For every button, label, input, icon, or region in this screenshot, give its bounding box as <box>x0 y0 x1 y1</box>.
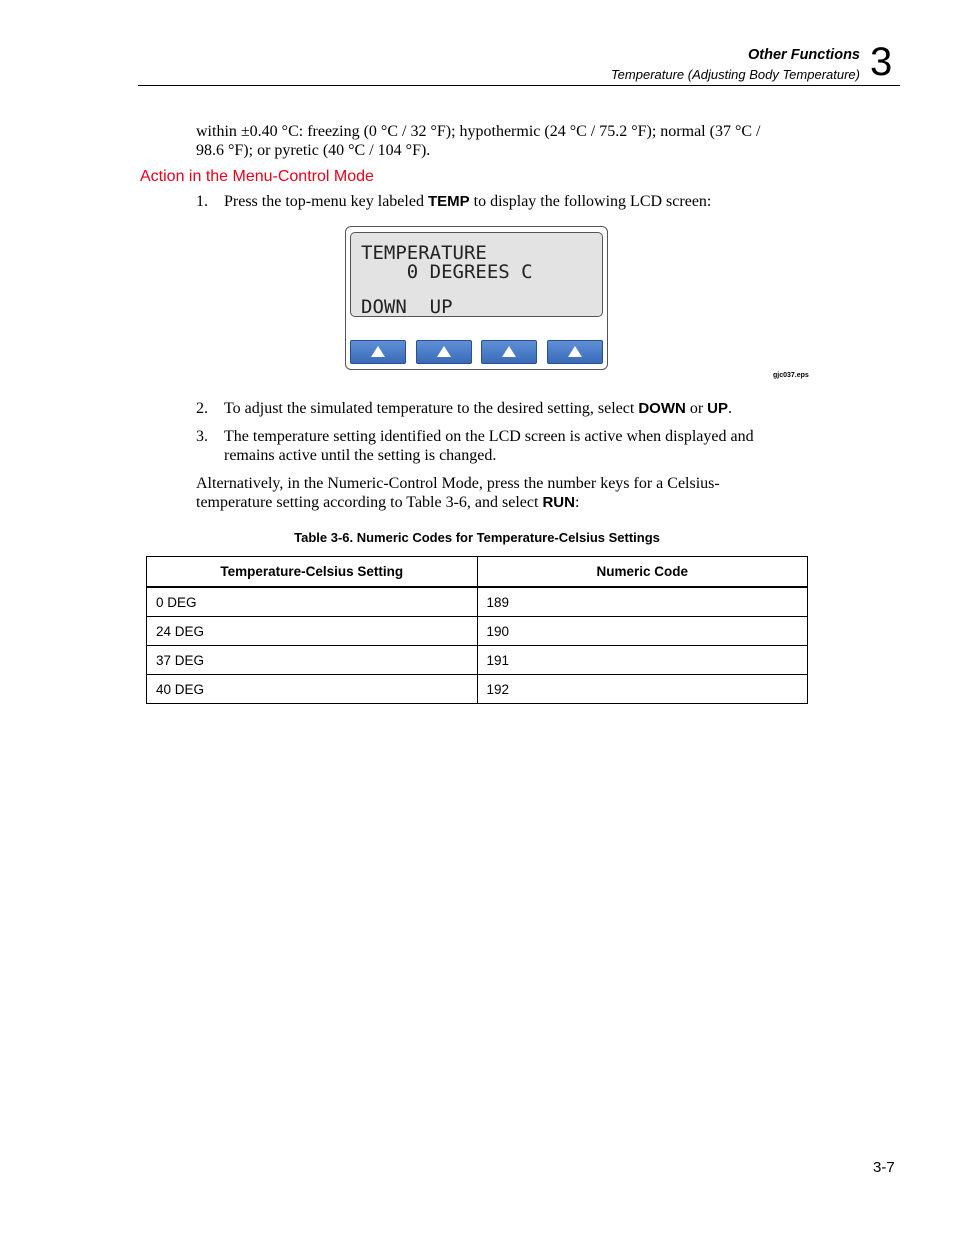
table-header-row <box>147 557 808 588</box>
intro-paragraph <box>196 122 760 160</box>
temp-key-label: TEMP <box>427 193 470 210</box>
lcd-softkey-1[interactable] <box>350 340 406 364</box>
run-key-label: RUN <box>542 494 575 511</box>
table-row <box>147 587 808 617</box>
up-triangle-icon <box>437 346 451 357</box>
section-heading: Action in the Menu-Control Mode <box>140 168 374 185</box>
code-cell: 190 <box>477 617 807 646</box>
lcd-line-1: TEMPERATURE <box>361 242 487 264</box>
lcd-softkey-4[interactable] <box>547 340 603 364</box>
table-row <box>147 675 808 704</box>
lcd-softkey-2[interactable] <box>416 340 472 364</box>
step-2-text: To adjust the simulated temperature to the desired setting, select DOWN or UP. <box>224 400 732 417</box>
code-cell: 192 <box>477 675 807 704</box>
code-cell: 191 <box>477 646 807 675</box>
chapter-number: 3 <box>870 40 893 84</box>
up-triangle-icon <box>568 346 582 357</box>
up-triangle-icon <box>502 346 516 357</box>
figure-label: gjc037.eps <box>773 372 809 379</box>
step-3-line-1: The temperature setting identified on the LCD screen is active when displayed and <box>224 428 754 445</box>
lcd-line-2: 0 DEGREES C <box>361 261 533 283</box>
step-2-number: 2. <box>196 400 208 417</box>
lcd-softkey-3[interactable] <box>481 340 537 364</box>
column-header-setting: Temperature-Celsius Setting <box>147 557 478 588</box>
up-triangle-icon <box>371 346 385 357</box>
setting-cell: 24 DEG <box>147 617 478 646</box>
table-row <box>147 646 808 675</box>
setting-cell: 40 DEG <box>147 675 478 704</box>
up-key-label: UP <box>707 400 728 417</box>
step-3-line-2: remains active until the setting is changed. <box>224 447 497 464</box>
alt-line-2: temperature setting according to Table 3-6, and select RUN: <box>196 494 580 511</box>
step-3-number: 3. <box>196 428 208 445</box>
alt-paragraph <box>196 474 720 512</box>
header-subsection-title: Temperature (Adjusting Body Temperature) <box>610 67 860 82</box>
step-1-text: Press the top-menu key labeled TEMP to display the following LCD screen: <box>224 193 712 210</box>
step-3-text <box>224 427 804 465</box>
intro-line-1: within ±0.40 °C: freezing (0 °C / 32 °F); hypothermic (24 °C / 75.2 °F); normal (37 °C / <box>196 123 761 140</box>
code-cell: 189 <box>477 587 807 617</box>
down-key-label: DOWN <box>638 400 686 417</box>
lcd-screen <box>350 232 603 317</box>
setting-cell: 37 DEG <box>147 646 478 675</box>
header-rule <box>138 85 900 86</box>
setting-cell: 0 DEG <box>147 587 478 617</box>
table-row <box>147 617 808 646</box>
lcd-line-3: DOWN UP <box>361 296 453 318</box>
header-section-title: Other Functions <box>748 47 860 63</box>
step-1-number: 1. <box>196 193 208 210</box>
table-caption: Table 3-6. Numeric Codes for Temperature-Celsius Settings <box>294 530 660 545</box>
page-number: 3-7 <box>873 1159 895 1176</box>
alt-line-1: Alternatively, in the Numeric-Control Mode, press the number keys for a Celsius- <box>196 475 720 492</box>
intro-line-2: 98.6 °F); or pyretic (40 °C / 104 °F). <box>196 142 431 159</box>
numeric-codes-table <box>146 556 808 704</box>
lcd-figure <box>345 226 608 370</box>
column-header-code: Numeric Code <box>477 557 807 588</box>
